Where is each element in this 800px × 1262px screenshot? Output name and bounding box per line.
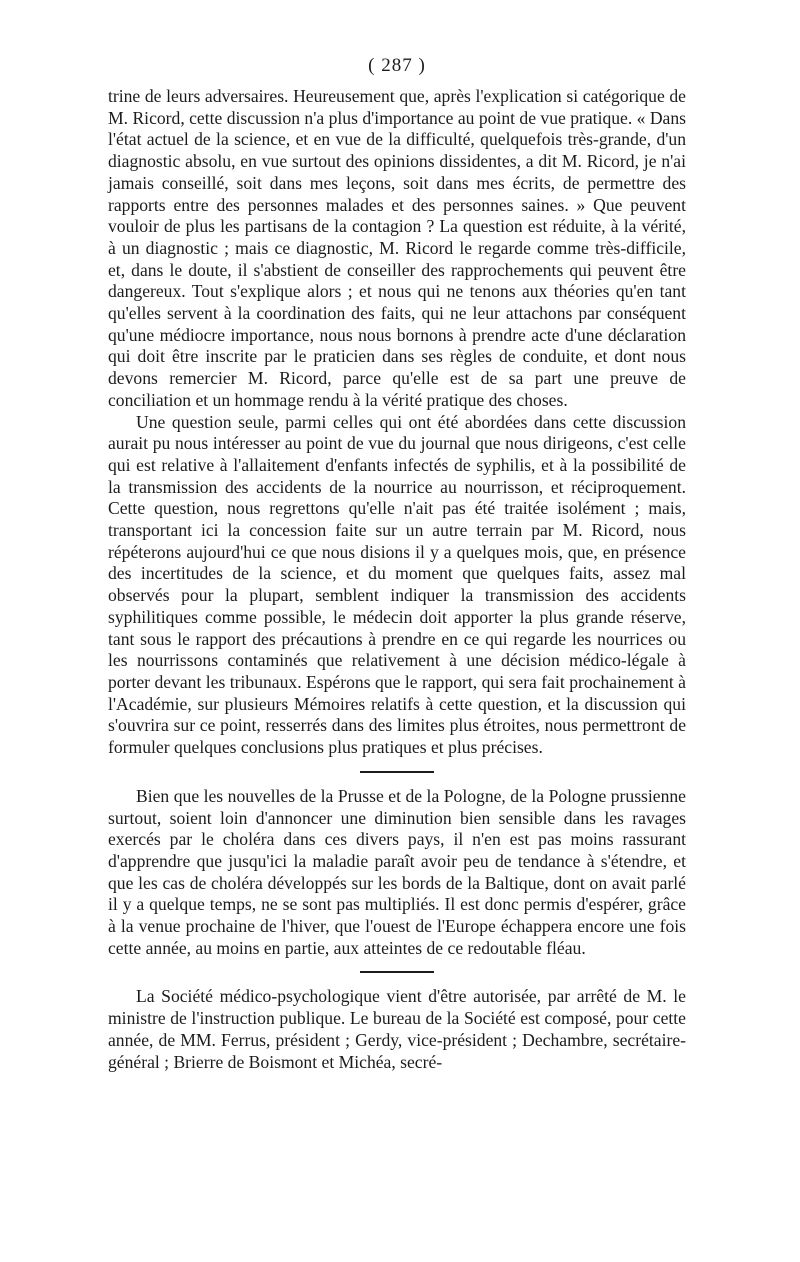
section-divider [360, 771, 434, 773]
page-number: ( 287 ) [368, 55, 426, 76]
section-divider [360, 971, 434, 973]
paragraph-4: La Société médico-psychologique vient d'être autorisée, par arrêté de M. le ministre de l'instruction publique. Le bureau de la Société est composé, pour cette année, de MM. Ferrus, président ; Gerdy, vice-président ; Dechambre, secrétaire-général ; Brierre de Boismont et Michéa, secré- [108, 986, 686, 1072]
paragraph-2: Une question seule, parmi celles qui ont été abordées dans cette discussion aurait pu nous intéresser au point de vue du journal que nous dirigeons, c'est celle qui est relative à l'allaitement d'enfants infectés de syphilis, et à la possibilité de la transmission des accidents de la nourrice au nourrisson, et réciproquement. Cette question, nous regrettons qu'elle n'ait pas été traitée isolément ; mais, transportant ici la concession faite sur un autre terrain par M. Ricord, nous répéterons aujourd'hui ce que nous disions il y a quelques mois, que, en présence des incertitudes de la science, et du moment que quelques faits, assez mal observés pour la plupart, semblent indiquer la transmission des accidents syphilitiques comme possible, le médecin doit apporter la plus grande réserve, tant sous le rapport des précautions à prendre en ce qui regarde les nourrices ou les nourrissons contaminés que relativement à une décision médico-légale à porter devant les tribunaux. Espérons que le rapport, qui sera fait prochainement à l'Académie, sur plusieurs Mémoires relatifs à cette question, et la discussion qui s'ouvrira sur ce point, resserrés dans des limites plus étroites, nous permettront de formuler quelques conclusions plus pratiques et plus précises. [108, 411, 686, 758]
document-page [108, 55, 686, 1073]
paragraph-3: Bien que les nouvelles de la Prusse et de la Pologne, de la Pologne prussienne surtout, soient loin d'annoncer une diminution bien sensible dans les ravages exercés par le choléra dans ces divers pays, il n'en est pas moins rassurant d'apprendre que jusqu'ici la maladie paraît avoir peu de tendance à s'étendre, et que les cas de choléra développés sur les bords de la Baltique, dont on avait parlé il y a quelque temps, ne se sont pas multipliés. Il est donc permis d'espérer, grâce à la venue prochaine de l'hiver, que l'ouest de l'Europe échappera encore une fois cette année, au moins en partie, aux atteintes de ce redoutable fléau. [108, 785, 686, 958]
paragraph-1: trine de leurs adversaires. Heureusement que, après l'explication si catégorique de M. Ricord, cette discussion n'a plus d'importance au point de vue pratique. « Dans l'état actuel de la science, et en vue de la difficulté, quelquefois très-grande, d'un diagnostic absolu, en vue surtout des opinions dissidentes, a dit M. Ricord, je n'ai jamais conseillé, soit dans mes leçons, soit dans mes écrits, de permettre des rapports entre des personnes malades et des personnes saines. » Que peuvent vouloir de plus les partisans de la contagion ? La question est réduite, à la vérité, à un diagnostic ; mais ce diagnostic, M. Ricord le regarde comme très-difficile, et, dans le doute, il s'abstient de conseiller des rapprochements qui peuvent être dangereux. Tout s'explique alors ; et nous qui ne tenons aux théories qu'en tant qu'elles servent à la coordination des faits, qui ne leur attachons par conséquent qu'une médiocre importance, nous nous bornons à prendre acte d'une déclaration qui doit être inscrite par le praticien dans ses règles de conduite, et dont nous devons remercier M. Ricord, parce qu'elle est de sa part une preuve de conciliation et un hommage rendu à la vérité pratique des choses. [108, 86, 687, 410]
